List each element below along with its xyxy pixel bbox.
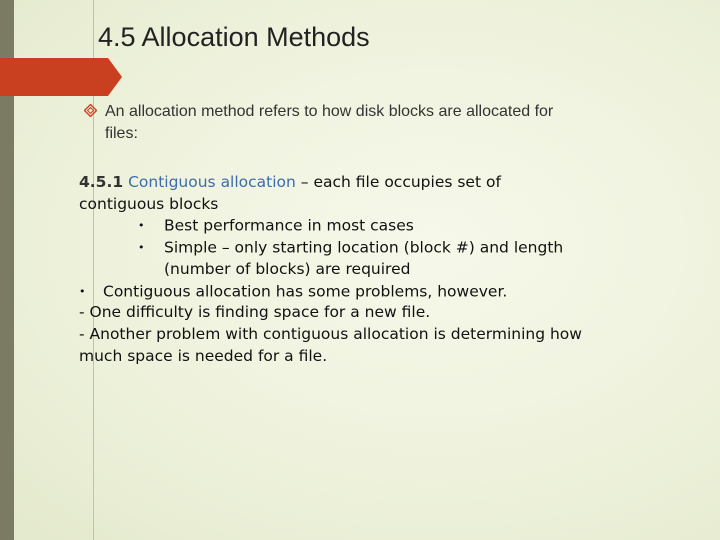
intro-paragraph — [105, 101, 665, 145]
bullet-icon: • — [79, 284, 86, 298]
section-term: Contiguous allocation — [128, 173, 296, 191]
section-number: 4.5.1 — [79, 173, 124, 191]
diamond-bullet-icon — [84, 104, 97, 117]
dash-item-2: - Another problem with contiguous allocation is determining how — [79, 325, 582, 344]
bullet-3-text: Contiguous allocation has some problems, however. — [103, 281, 508, 300]
bullet-icon: • — [138, 241, 145, 255]
section-heading — [79, 172, 699, 194]
intro-line-1: An allocation method refers to how disk blocks are allocated for — [105, 103, 554, 120]
section-heading-rest: – each file occupies set of — [295, 173, 501, 191]
list-item-bullet-3 — [79, 281, 699, 303]
list-item-bullet-2-cont — [79, 259, 699, 281]
bullet-2-text: Simple – only starting location (block #) and length — [164, 238, 564, 257]
list-item-bullet-2 — [79, 237, 699, 259]
slide-title: 4.5 Allocation Methods — [98, 22, 370, 52]
bullet-icon: • — [138, 219, 145, 233]
list-item-bullet-1 — [79, 215, 699, 237]
bullet-2-text-cont: (number of blocks) are required — [164, 259, 411, 278]
section-heading-line-2: contiguous blocks — [79, 194, 219, 213]
bullet-1-text: Best performance in most cases — [164, 216, 414, 235]
intro-line-2: files: — [105, 125, 138, 142]
title-accent-tab — [0, 58, 108, 96]
slide-body — [79, 172, 699, 367]
dash-item-2-cont: much space is needed for a file. — [79, 346, 328, 365]
dash-item-1: - One difficulty is finding space for a new file. — [79, 303, 431, 322]
